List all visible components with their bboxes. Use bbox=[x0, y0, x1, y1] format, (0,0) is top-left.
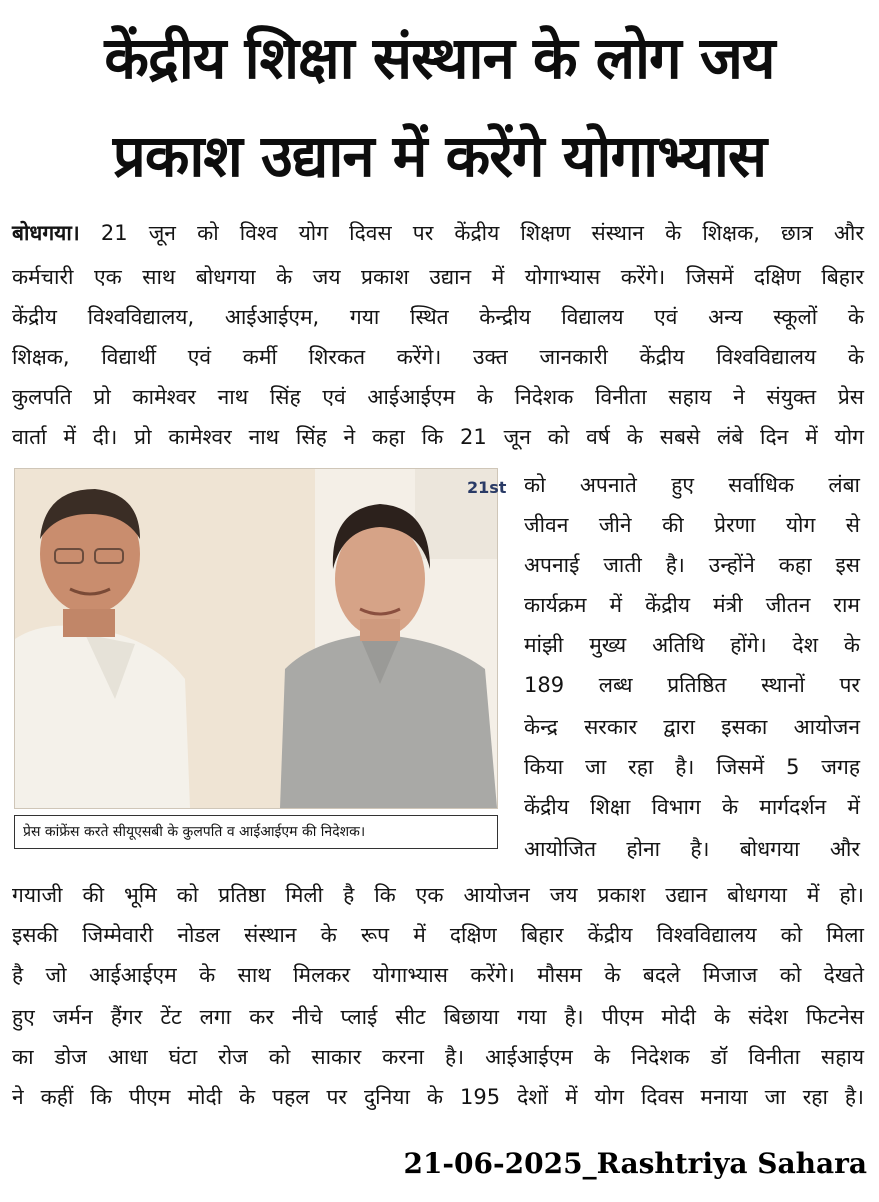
body-line: अपनाई जाती है। उन्होंने कहा इस bbox=[524, 553, 860, 577]
photo-caption: प्रेस कांफ्रेंस करते सीयूएसबी के कुलपति व आईआईएम की निदेशक। bbox=[14, 815, 498, 849]
headline-line-2: प्रकाश उद्यान में करेंगे योगाभ्यास bbox=[112, 122, 767, 190]
body-line: ने कहीं कि पीएम मोदी के पहल पर दुनिया के 195 देशों में योग दिवस मनाया जा रहा है। bbox=[12, 1085, 864, 1109]
body-line: कर्मचारी एक साथ बोधगया के जय प्रकाश उद्यान में योगाभ्यास करेंगे। जिसमें दक्षिण बिहार bbox=[12, 265, 864, 289]
body-line: वार्ता में दी। प्रो कामेश्वर नाथ सिंह ने कहा कि 21 जून को वर्ष के सबसे लंबे दिन में योग bbox=[12, 425, 864, 449]
body-line: है जो आईआईएम के साथ मिलकर योगाभ्यास करेंगे। मौसम के बदले मिजाज को देखते bbox=[12, 963, 864, 987]
dateline: बोधगया। bbox=[12, 221, 80, 245]
body-line: शिक्षक, विद्यार्थी एवं कर्मी शिरकत करेंगे। उक्त जानकारी केंद्रीय विश्वविद्यालय के bbox=[12, 345, 864, 369]
body-line-text: 21 जून को विश्व योग दिवस पर केंद्रीय शिक्षण संस्थान के शिक्षक, छात्र और bbox=[79, 221, 864, 245]
body-line: कार्यक्रम में केंद्रीय मंत्री जीतन राम bbox=[524, 593, 860, 617]
body-line: आयोजित होना है। बोधगया और bbox=[524, 837, 860, 861]
body-line: जीवन जीने की प्रेरणा योग से bbox=[524, 513, 860, 537]
source-credit: 21-06-2025_Rashtriya Sahara bbox=[403, 1147, 867, 1180]
body-line: इसकी जिम्मेवारी नोडल संस्थान के रूप में दक्षिण बिहार केंद्रीय विश्वविद्यालय को मिला bbox=[12, 923, 864, 947]
body-line: का डोज आधा घंटा रोज को साकार करना है। आईआईएम के निदेशक डॉ विनीता सहाय bbox=[12, 1045, 864, 1069]
body-line bbox=[12, 218, 864, 248]
body-line: हुए जर्मन हैंगर टेंट लगा कर नीचे प्लाई सीट बिछाया गया है। पीएम मोदी के संदेश फिटनेस bbox=[12, 1005, 864, 1029]
body-line: किया जा रहा है। जिसमें 5 जगह bbox=[524, 755, 860, 779]
body-line: केंद्रीय शिक्षा विभाग के मार्गदर्शन में bbox=[524, 795, 860, 819]
body-line: मांझी मुख्य अतिथि होंगे। देश के bbox=[524, 633, 860, 657]
banner-text: 21st bbox=[467, 478, 507, 497]
body-line: 189 लब्ध प्रतिष्ठित स्थानों पर bbox=[524, 673, 860, 697]
headline-line-1: केंद्रीय शिक्षा संस्थान के लोग जय bbox=[104, 24, 775, 92]
press-conference-photo bbox=[14, 468, 507, 809]
body-line: केन्द्र सरकार द्वारा इसका आयोजन bbox=[524, 715, 860, 739]
body-line: केंद्रीय विश्वविद्यालय, आईआईएम, गया स्थित केन्द्रीय विद्यालय एवं अन्य स्कूलों के bbox=[12, 305, 864, 329]
body-line: को अपनाते हुए सर्वाधिक लंबा bbox=[524, 473, 860, 497]
body-line: गयाजी की भूमि को प्रतिष्ठा मिली है कि एक आयोजन जय प्रकाश उद्यान बोधगया में हो। bbox=[12, 883, 864, 907]
body-line: कुलपति प्रो कामेश्वर नाथ सिंह एवं आईआईएम के निदेशक विनीता सहाय ने संयुक्त प्रेस bbox=[12, 385, 864, 409]
